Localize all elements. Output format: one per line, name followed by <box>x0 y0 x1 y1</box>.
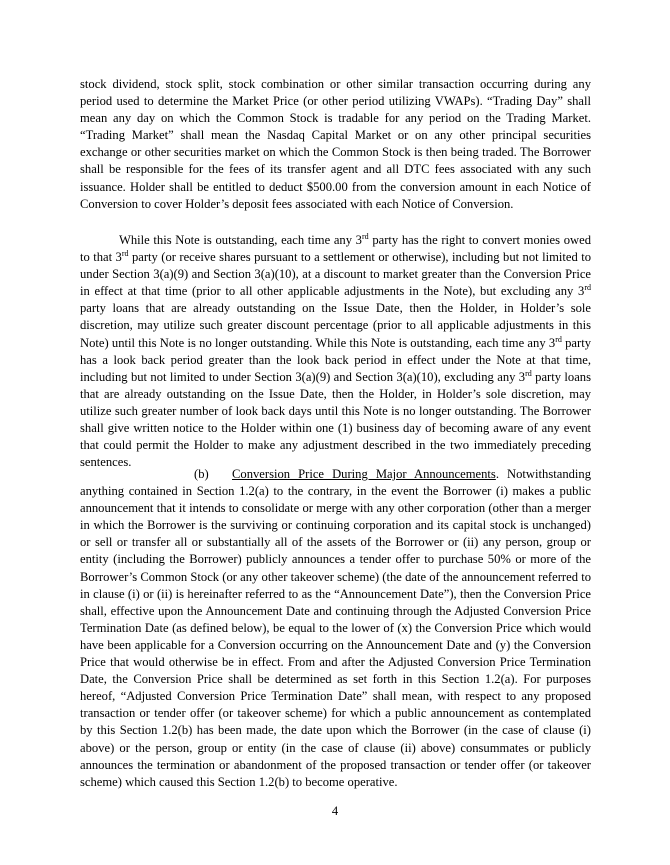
text-segment: party loans that are already outstanding on the Issue Date, then the Holder, in Holder’s sole discretion, may utilize such greater discount percentage (prior to all applicable adjustments in this Note) until this Note is no longer outstanding. While this Note is outstanding, each time any 3 <box>80 301 591 350</box>
ordinal-superscript: rd <box>121 249 129 259</box>
section-label: (b) <box>194 467 209 481</box>
paragraph-major-announcements <box>80 466 591 791</box>
paragraph-text: . Notwithstanding anything contained in Section 1.2(a) to the contrary, in the event the Borrower (i) makes a public announcement that it intends to consolidate or merge with any other corporation (other than a merger in which the Borrower is the surviving or continuing corporation and its capital stock is unchanged) or sell or transfer all or substantially all of the assets of the Borrower or (ii) any person, group or entity (including the Borrower) publicly announces a tender offer to purchase 50% or more of the Borrower’s Common Stock (or any other takeover scheme) (the date of the announcement referred to in clause (i) or (ii) is hereinafter referred to as the “Announcement Date”), then the Conversion Price shall, effective upon the Announcement Date and continuing through the Adjusted Conversion Price Termination Date (as defined below), be equal to the lower of (x) the Conversion Price which would have been applicable for a Conversion occurring on the Announcement Date and (y) the Conversion Price that would otherwise be in effect. From and after the Adjusted Conversion Price Termination Date, the Conversion Price shall be determined as set forth in this Section 1.2(a). For purposes hereof, “Adjusted Conversion Price Termination Date” shall mean, with respect to any proposed transaction or tender offer (or takeover scheme) for which a public announcement as contemplated by this Section 1.2(b) has been made, the date upon which the Borrower (in the case of clause (i) above) or the person, group or entity (in the case of clause (ii) above) consummates or publicly announces the termination or abandonment of the proposed transaction or tender offer (or takeover scheme) which caused this Section 1.2(b) to become operative. <box>80 467 592 789</box>
section-heading: Conversion Price During Major Announcements <box>232 467 496 481</box>
ordinal-superscript: rd <box>525 368 532 378</box>
text-segment: party has a look back period greater than the look back period in effect under the Note at that time, including but not limited to under Section 3(a)(9) and Section 3(a)(10), excluding any 3 <box>80 335 591 384</box>
paragraph-market-price-definitions <box>80 76 591 213</box>
ordinal-superscript: rd <box>361 232 369 241</box>
ordinal-superscript: rd <box>584 283 591 293</box>
paragraph-third-party-adjustments <box>80 232 591 471</box>
text-segment: party loans that are already outstanding on the Issue Date, then the Holder, in Holder’s sole discretion, may utilize such greater number of look back days until this Note is no longer outstanding. The Borrower shall give written notice to the Holder within one (1) business day of becoming aware of any event that could permit the Holder to make any adjustment described in the two immediately preceding sentences. <box>80 369 591 470</box>
text-segment: party has the right to convert monies owed to that 3 <box>80 233 591 265</box>
text-segment: While this Note is outstanding, each time any 3 <box>119 233 362 247</box>
page-number: 4 <box>331 804 339 818</box>
ordinal-superscript: rd <box>555 334 562 344</box>
paragraph-text: stock dividend, stock split, stock combination or other similar transaction occurring during any period used to determine the Market Price (or other period utilizing VWAPs). “Trading Day” shall mean any day on which the Common Stock is tradable for any period on the Trading Market. “Trading Market” shall mean the Nasdaq Capital Market or on any other principal securities exchange or other securities market on which the Common Stock is then being traded. The Borrower shall be responsible for the fees of its transfer agent and all DTC fees associated with any such issuance. Holder shall be entitled to deduct $500.00 from the conversion amount in each Notice of Conversion to cover Holder’s deposit fees associated with each Notice of Conversion. <box>80 77 591 211</box>
text-segment: party (or receive shares pursuant to a settlement or otherwise), including but not limited to under Section 3(a)(9) and Section 3(a)(10), at a discount to market greater than the Conversion Price in effect at that time (prior to all other applicable adjustments in the Note), but excluding any 3 <box>80 250 591 299</box>
